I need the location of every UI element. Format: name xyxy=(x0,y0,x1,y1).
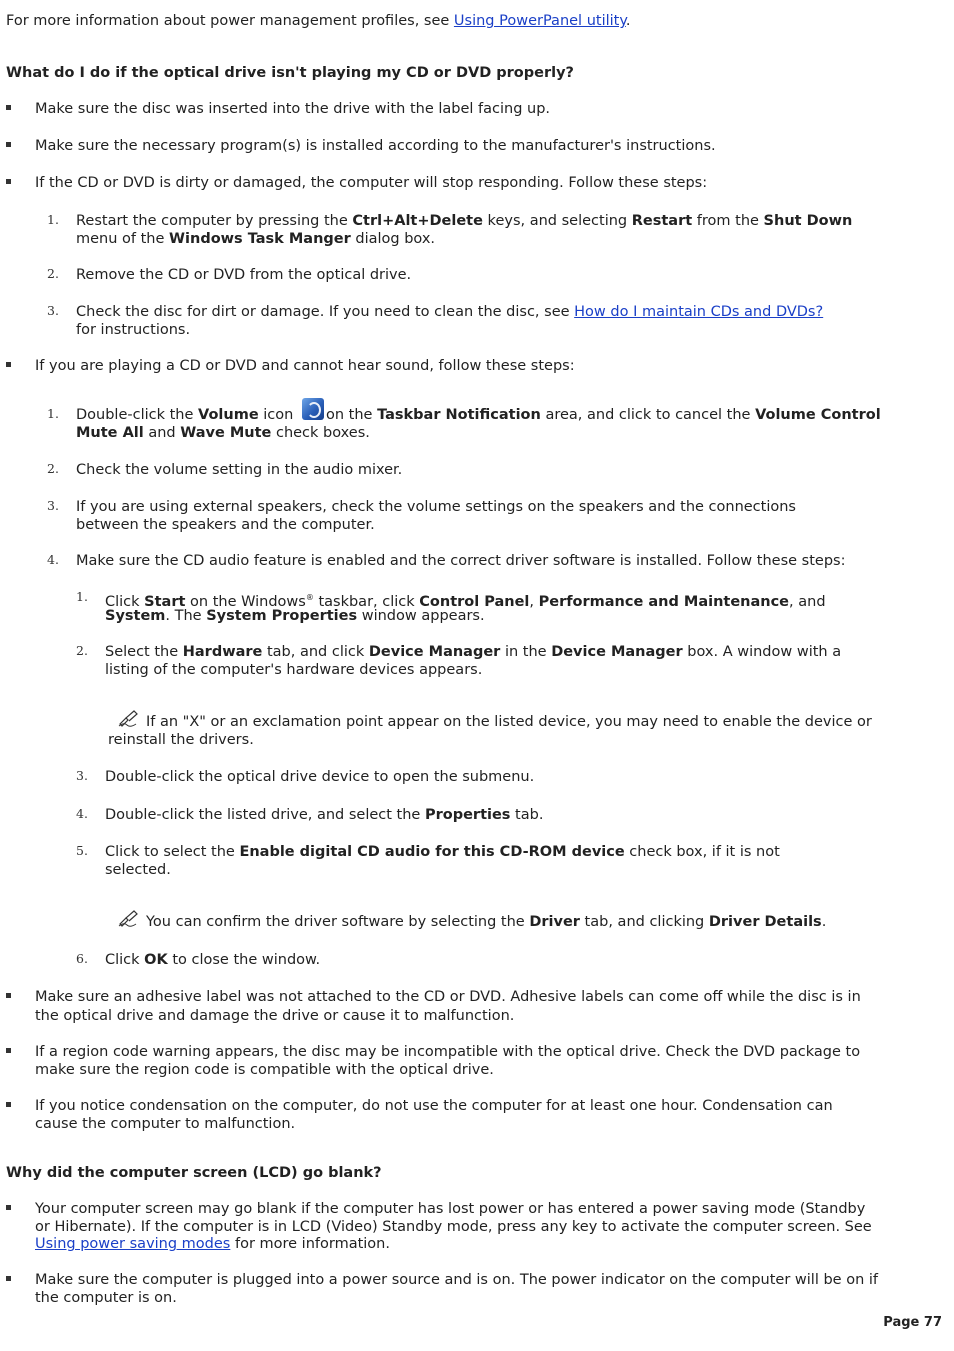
step-text-cont: Mute All and Wave Mute check boxes. xyxy=(76,425,370,441)
question-optical-drive: What do I do if the optical drive isn't playing my CD or DVD properly? xyxy=(6,65,574,81)
step-text: Check the volume setting in the audio mixer. xyxy=(76,462,403,478)
page-number: Page 77 xyxy=(883,1315,942,1330)
list-item: Make sure an adhesive label was not attached to the CD or DVD. Adhesive labels can come off while the disc is in xyxy=(35,989,861,1005)
substep-text: Select the Hardware tab, and click Device Manager in the Device Manager box. A window with a xyxy=(105,644,842,660)
substep-number: 1. xyxy=(76,589,88,604)
step-number: 1. xyxy=(47,212,59,227)
list-item: Make sure the computer is plugged into a power source and is on. The power indicator on the computer will be on if xyxy=(35,1272,878,1288)
bullet-icon xyxy=(6,1048,11,1053)
step-text: on the Taskbar Notification area, and click to cancel the Volume Control xyxy=(326,407,881,423)
list-item: Your computer screen may go blank if the computer has lost power or has entered a power saving mode (Standby xyxy=(35,1201,866,1217)
using-powerpanel-link[interactable]: Using PowerPanel utility xyxy=(453,13,626,29)
step-number: 2. xyxy=(47,461,59,476)
bullet-icon xyxy=(6,1205,11,1210)
substep-text-cont: System. The System Properties window appears. xyxy=(105,608,485,624)
question-lcd-blank: Why did the computer screen (LCD) go blank? xyxy=(6,1165,382,1181)
step-number: 2. xyxy=(47,266,59,281)
step-text: Make sure the CD audio feature is enabled and the correct driver software is installed. Follow these steps: xyxy=(76,553,846,569)
step-number: 3. xyxy=(47,303,59,318)
bullet-icon xyxy=(6,1276,11,1281)
step-text-cont: menu of the Windows Task Manger dialog box. xyxy=(76,231,436,247)
step-text: Double-click the Volume icon xyxy=(76,407,294,423)
substep-text: Double-click the listed drive, and select the Properties tab. xyxy=(105,807,544,823)
list-item: Make sure the disc was inserted into the drive with the label facing up. xyxy=(35,101,551,117)
list-item: If a region code warning appears, the disc may be incompatible with the optical drive. Check the DVD package to xyxy=(35,1044,861,1060)
step-text: Restart the computer by pressing the Ctrl+Alt+Delete keys, and selecting Restart from the Shut Down xyxy=(76,213,853,229)
substep-number: 5. xyxy=(76,843,88,858)
list-item: If you are playing a CD or DVD and cannot hear sound, follow these steps: xyxy=(35,358,575,374)
substep-text: Double-click the optical drive device to open the submenu. xyxy=(105,769,535,785)
bullet-icon xyxy=(6,1102,11,1107)
step-text: Check the disc for dirt or damage. If you need to clean the disc, see How do I maintain CDs and DVDs? xyxy=(76,304,824,320)
list-item-cont: or Hibernate). If the computer is in LCD (Video) Standby mode, press any key to activate the computer screen. See xyxy=(35,1219,872,1235)
list-item: If the CD or DVD is dirty or damaged, the computer will stop responding. Follow these steps: xyxy=(35,175,708,191)
substep-text: Click OK to close the window. xyxy=(105,952,321,968)
substep-text: Click to select the Enable digital CD audio for this CD-ROM device check box, if it is not xyxy=(105,844,780,860)
list-item-cont: make sure the region code is compatible with the optical drive. xyxy=(35,1062,494,1078)
note-text-cont: reinstall the drivers. xyxy=(108,732,254,748)
list-item-cont: the computer is on. xyxy=(35,1290,177,1306)
step-number: 4. xyxy=(47,552,59,567)
step-text: Remove the CD or DVD from the optical drive. xyxy=(76,267,412,283)
substep-number: 6. xyxy=(76,951,88,966)
step-number: 1. xyxy=(47,406,59,421)
list-item: Make sure the necessary program(s) is installed according to the manufacturer's instructions. xyxy=(35,138,716,154)
substep-text-cont: listing of the computer's hardware devices appears. xyxy=(105,662,483,678)
list-item-cont: Using power saving modes for more information. xyxy=(35,1236,390,1252)
bullet-icon xyxy=(6,993,11,998)
substep-number: 2. xyxy=(76,643,88,658)
step-number: 3. xyxy=(47,498,59,513)
note-text: If an "X" or an exclamation point appear on the listed device, you may need to enable the device or xyxy=(146,714,872,730)
bullet-icon xyxy=(6,142,11,147)
substep-number: 4. xyxy=(76,806,88,821)
note-pencil-icon xyxy=(118,909,140,927)
substep-number: 3. xyxy=(76,768,88,783)
step-text-cont: for instructions. xyxy=(76,322,191,338)
note-pencil-icon xyxy=(118,709,140,727)
bullet-icon xyxy=(6,105,11,110)
bullet-icon xyxy=(6,179,11,184)
list-item-cont: cause the computer to malfunction. xyxy=(35,1116,296,1132)
maintain-cds-link[interactable]: How do I maintain CDs and DVDs? xyxy=(574,304,824,320)
intro-text: For more information about power management profiles, see Using PowerPanel utility. xyxy=(6,13,631,29)
substep-text: Click Start on the Windows® taskbar, click Control Panel, Performance and Maintenance, and xyxy=(105,593,826,610)
list-item: If you notice condensation on the computer, do not use the computer for at least one hour. Condensation can xyxy=(35,1098,833,1114)
step-text-cont: between the speakers and the computer. xyxy=(76,517,375,533)
substep-text-cont: selected. xyxy=(105,862,171,878)
volume-icon xyxy=(302,398,324,420)
power-saving-modes-link[interactable]: Using power saving modes xyxy=(35,1236,231,1252)
step-text: If you are using external speakers, check the volume settings on the speakers and the connections xyxy=(76,499,796,515)
note-text: You can confirm the driver software by selecting the Driver tab, and clicking Driver Details. xyxy=(146,914,827,930)
bullet-icon xyxy=(6,362,11,367)
list-item-cont: the optical drive and damage the drive or cause it to malfunction. xyxy=(35,1008,515,1024)
